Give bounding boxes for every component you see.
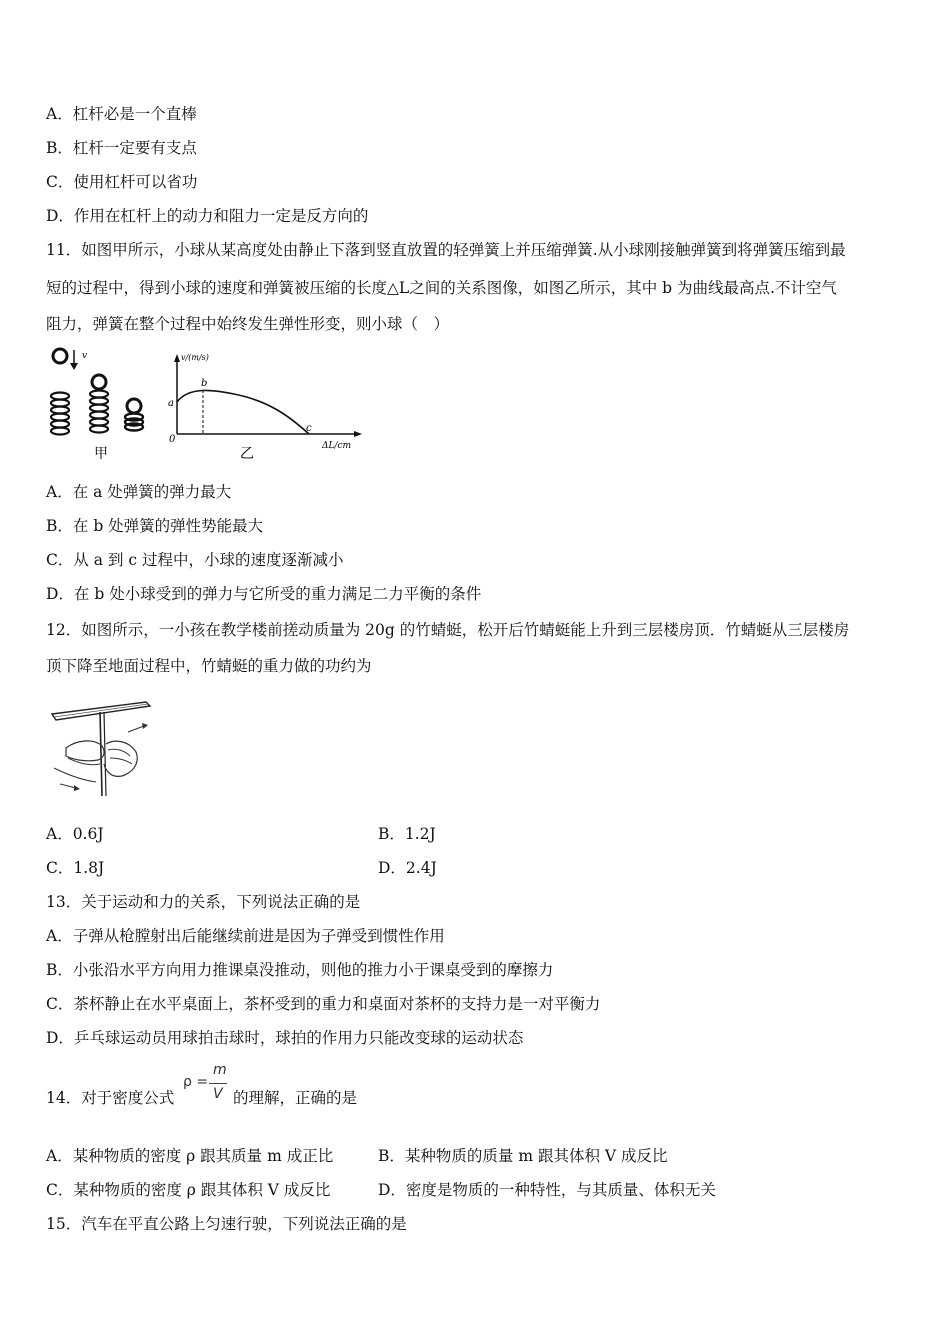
point-b-label: b — [201, 378, 208, 389]
q11-option-a: A．在 a 处弹簧的弹力最大 — [46, 483, 232, 501]
spring-with-ball-icon — [90, 375, 108, 433]
q13-option-d: D．乒乓球运动员用球拍击球时，球拍的作用力只能改变球的运动状态 — [46, 1029, 524, 1047]
q11-figure — [44, 346, 374, 466]
q11-option-c: C．从 a 到 c 过程中，小球的速度逐渐减小 — [46, 551, 344, 569]
q10-option-d: D．作用在杠杆上的动力和阻力一定是反方向的 — [46, 207, 369, 225]
formula-denominator: V — [213, 1086, 223, 1102]
q14-option-d: D．密度是物质的一种特性，与其质量、体积无关 — [378, 1181, 716, 1199]
q12-option-d: D．2.4J — [378, 859, 437, 877]
q13-option-b: B．小张沿水平方向用力推课桌没推动，则他的推力小于课桌受到的摩擦力 — [46, 961, 554, 979]
figure-caption-jia: 甲 — [94, 446, 108, 462]
q14-stem-suffix: 的理解，正确的是 — [233, 1089, 358, 1107]
fraction-bar — [209, 1083, 227, 1084]
q13-option-a: A．子弹从枪膛射出后能继续前进是因为子弹受到惯性作用 — [46, 927, 445, 945]
q11-stem-line1: 11．如图甲所示，小球从某高度处由静止下落到竖直放置的轻弹簧上并压缩弹簧.从小球刚接触弹簧到将弹簧压缩到最 — [46, 241, 846, 259]
formula-lhs: ρ = — [183, 1074, 209, 1090]
point-c-label: c — [306, 423, 312, 434]
q12-option-b: B．1.2J — [378, 825, 436, 843]
q12-stem-line2: 顶下降至地面过程中，竹蜻蜓的重力做的功约为 — [46, 657, 372, 675]
q11-stem-line3: 阻力，弹簧在整个过程中始终发生弹性形变，则小球（ ） — [46, 315, 450, 333]
spring-icon — [51, 393, 69, 435]
q10-option-b: B．杠杆一定要有支点 — [46, 139, 197, 157]
x-axis-label: ΔL/cm — [322, 441, 352, 451]
falling-ball-icon — [53, 349, 87, 370]
origin-label: 0 — [169, 434, 176, 445]
bamboo-dragonfly-figure — [46, 688, 158, 800]
q12-stem-line1: 12．如图所示，一小孩在教学楼前搓动质量为 20g 的竹蜻蜓，松开后竹蜻蜓能上升到三层楼房顶．竹蜻蜓从三层楼房 — [46, 621, 850, 639]
q12-option-a: A．0.6J — [46, 825, 104, 843]
velocity-graph — [168, 353, 362, 451]
q11-stem-line2: 短的过程中，得到小球的速度和弹簧被压缩的长度△L之间的关系图像，如图乙所示，其中 b 为曲线最高点.不计空气 — [46, 279, 837, 297]
q14-option-a: A．某种物质的密度 ρ 跟其质量 m 成正比 — [46, 1147, 334, 1165]
q13-option-c: C．茶杯静止在水平桌面上，茶杯受到的重力和桌面对茶杯的支持力是一对平衡力 — [46, 995, 601, 1013]
q11-option-d: D．在 b 处小球受到的弹力与它所受的重力满足二力平衡的条件 — [46, 585, 482, 603]
point-a-label: a — [168, 398, 174, 409]
q15-stem: 15．汽车在平直公路上匀速行驶，下列说法正确的是 — [46, 1215, 407, 1233]
compressed-spring-icon — [125, 399, 143, 431]
q14-option-c: C．某种物质的密度 ρ 跟其体积 V 成反比 — [46, 1181, 331, 1199]
y-axis-label: v/(m/s) — [181, 353, 209, 362]
q12-option-c: C．1.8J — [46, 859, 105, 877]
q10-option-c: C．使用杠杆可以省功 — [46, 173, 198, 191]
q14-option-b: B．某种物质的质量 m 跟其体积 V 成反比 — [378, 1147, 668, 1165]
q13-stem: 13．关于运动和力的关系，下列说法正确的是 — [46, 893, 361, 911]
figure-caption-yi: 乙 — [240, 446, 254, 462]
velocity-curve — [177, 390, 309, 434]
density-formula — [183, 1062, 231, 1108]
q14-stem-prefix: 14．对于密度公式 — [46, 1089, 175, 1107]
velocity-label: v — [82, 351, 88, 361]
q11-option-b: B．在 b 处弹簧的弹性势能最大 — [46, 517, 264, 535]
formula-numerator: m — [213, 1062, 227, 1078]
q10-option-a: A．杠杆必是一个直棒 — [46, 105, 197, 123]
